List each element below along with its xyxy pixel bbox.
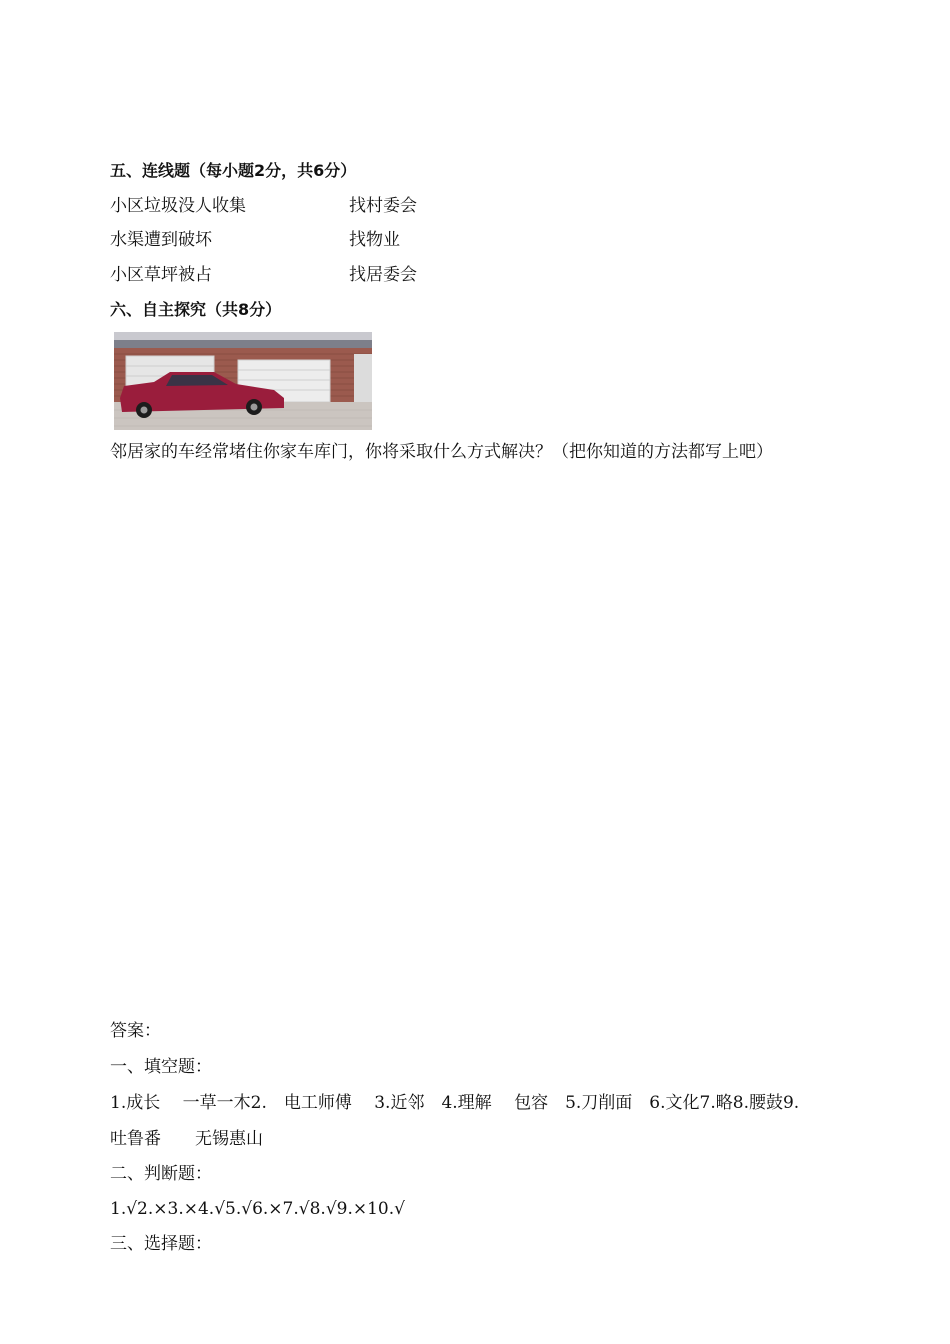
match-right-item: 找物业 xyxy=(349,230,400,250)
section6-title: 六、自主探究（共8分） xyxy=(110,300,282,319)
match-right-item: 找居委会 xyxy=(349,265,417,285)
answers-heading: 答案： xyxy=(110,1021,161,1041)
section6-question: 邻居家的车经常堵住你家车库门，你将采取什么方式解决？（把你知道的方法都写上吧） xyxy=(110,442,773,462)
answers-part2-line: 1.√2.×3.×4.√5.√6.×7.√8.√9.×10.√ xyxy=(110,1199,405,1219)
match-left-item: 小区垃圾没人收集 xyxy=(110,196,246,216)
answers-part3-title: 三、选择题： xyxy=(110,1234,212,1254)
match-left-item: 水渠遭到破坏 xyxy=(110,230,212,250)
answers-part1-line2: 吐鲁番 无锡惠山 xyxy=(110,1129,263,1149)
section5-title: 五、连线题（每小题2分，共6分） xyxy=(110,161,357,180)
answers-part2-title: 二、判断题： xyxy=(110,1164,212,1184)
match-right-item: 找村委会 xyxy=(349,196,417,216)
answers-part1-title: 一、填空题： xyxy=(110,1057,212,1077)
answers-part1-line1: 1.成长 一草一木2. 电工师傅 3.近邻 4.理解 包容 5.刀削面 6.文化7.略8.腰鼓9. xyxy=(110,1093,800,1113)
match-left-item: 小区草坪被占 xyxy=(110,265,212,285)
car-garage-photo xyxy=(114,332,372,430)
